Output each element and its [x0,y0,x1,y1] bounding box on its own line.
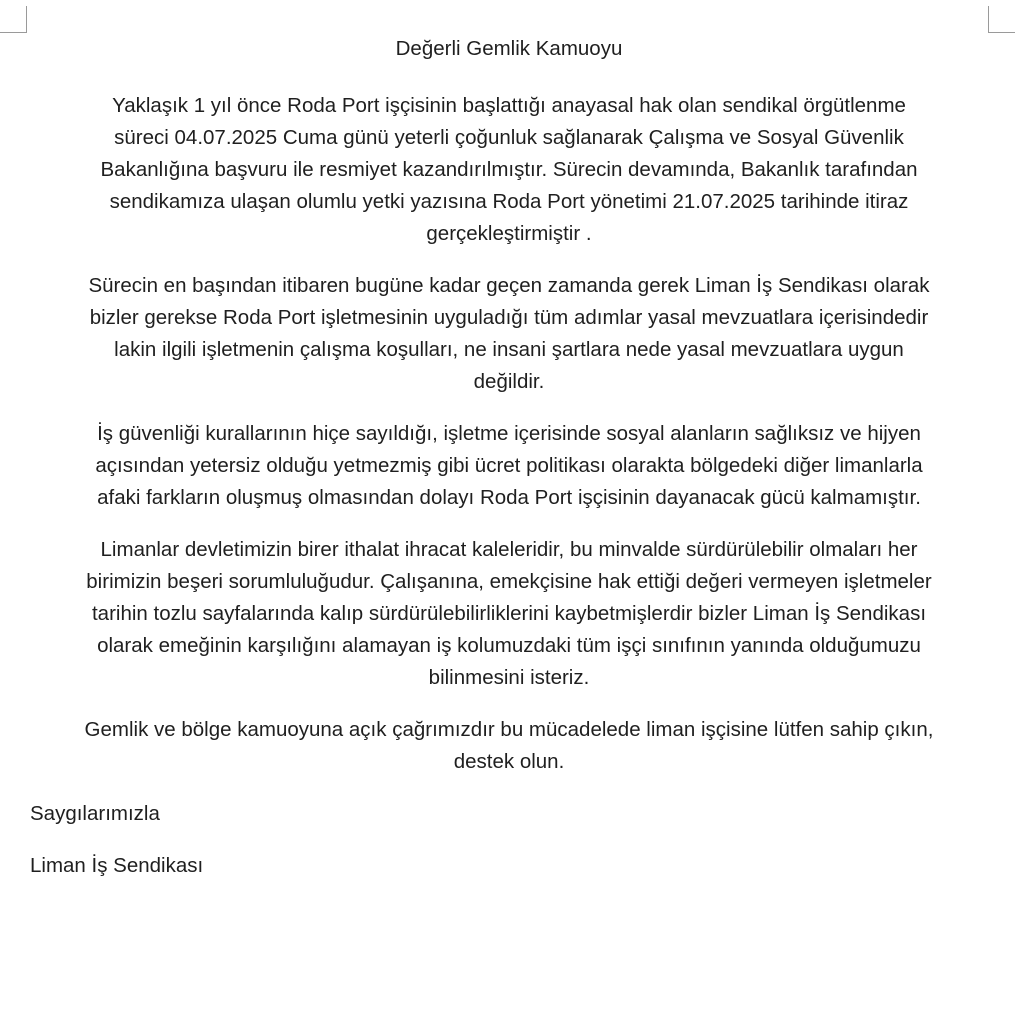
paragraph-line: Sürecin en başından itibaren bugüne kadar geçen zamanda gerek Liman İş Sendikası olarak [88,274,930,297]
paragraph-line: gerçekleştirmiştir . [426,222,592,245]
paragraph-line: tarihin tozlu sayfalarında kalıp sürdürülebilirliklerini kaybetmişlerdir bizler Liman İş Sendikası [91,602,927,625]
paragraph-line: destek olun. [453,750,565,773]
signature: Liman İş Sendikası [30,854,204,877]
paragraph-line: açısından yetersiz olduğu yetmezmiş gibi ücret politikası olarakta bölgedeki diğer limanlarla [95,454,923,477]
paragraph-line: değildir. [473,370,545,393]
paragraph-line: bilinmesini isteriz. [428,666,590,689]
document-title: Değerli Gemlik Kamuoyu [395,37,623,60]
paragraph-line: Limanlar devletimizin birer ithalat ihracat kaleleridir, bu minvalde sürdürülebilir olmaları her [100,538,918,561]
page-corner-mark-top-left [0,6,27,33]
paragraph-line: İş güvenliği kurallarının hiçe sayıldığı, işletme içerisinde sosyal alanların sağlıksız ve hijyen [97,422,921,445]
paragraph-line: Bakanlığına başvuru ile resmiyet kazandırılmıştır. Sürecin devamında, Bakanlık tarafından [100,158,918,181]
paragraph-line: lakin ilgili işletmenin çalışma koşulları, ne insani şartlara nede yasal mevzuatlara uygun [114,338,904,361]
paragraph-line: sendikamıza ulaşan olumlu yetki yazısına Roda Port yönetimi 21.07.2025 tarihinde itiraz [109,190,909,213]
paragraph-line: bizler gerekse Roda Port işletmesinin uyguladığı tüm adımlar yasal mevzuatlara içerisindedir [89,306,929,329]
paragraph-line: afaki farkların oluşmuş olmasından dolayı Roda Port işçisinin dayanacak gücü kalmamıştır. [97,486,921,509]
paragraph-5 [22,714,996,778]
paragraph-line: olarak emeğinin karşılığını alamayan iş kolumuzdaki tüm işçi sınıfının yanında olduğumuzu [97,634,921,657]
closing-salutation: Saygılarımızla [30,802,160,825]
paragraph-3 [22,418,996,514]
paragraph-line: birimizin beşeri sorumluluğudur. Çalışanına, emekçisine hak ettiği değeri vermeyen işletmeler [86,570,932,593]
paragraph-line: süreci 04.07.2025 Cuma günü yeterli çoğunluk sağlanarak Çalışma ve Sosyal Güvenlik [114,126,904,149]
document-page [22,34,996,902]
paragraph-line: Gemlik ve bölge kamuoyuna açık çağrımızdır bu mücadelede liman işçisine lütfen sahip çıkın, [84,718,934,741]
page-corner-mark-top-right [988,6,1015,33]
paragraph-line: Yaklaşık 1 yıl önce Roda Port işçisinin başlattığı anayasal hak olan sendikal örgütlenme [112,94,906,117]
paragraph-4 [22,534,996,694]
paragraph-2 [22,270,996,398]
paragraph-1 [22,90,996,250]
